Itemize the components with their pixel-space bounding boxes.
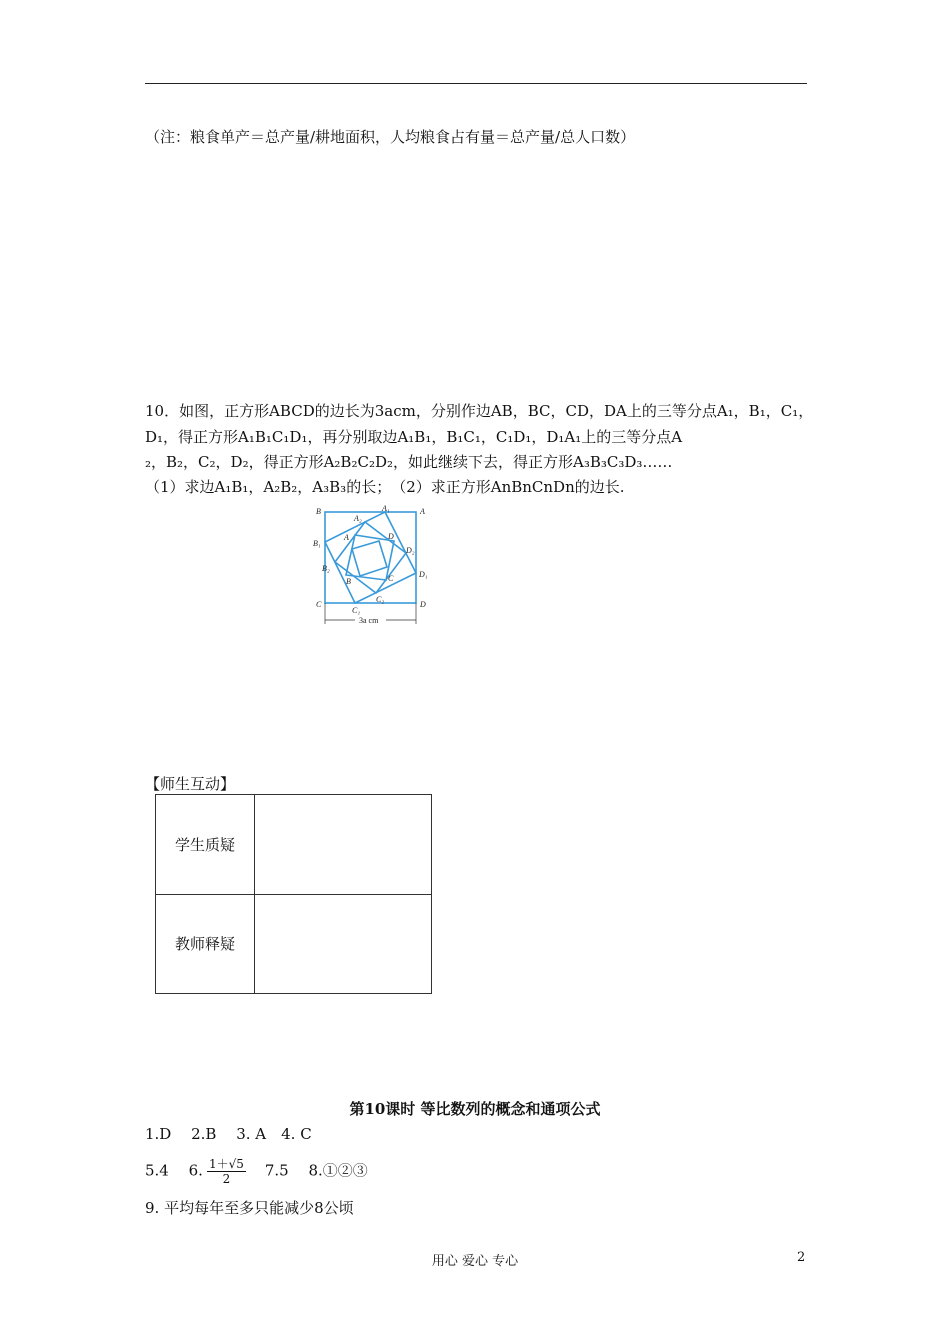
teacher-answer-cell[interactable] [255,894,432,994]
question-10-line-4: （1）求边A₁B₁，A₂B₂，A₃B₃的长； （2）求正方形AnBnCnDn的边长. [145,478,625,496]
answers-line-1: 1.D 2.B 3. A 4. C [145,1125,312,1143]
label-D3: D [388,532,394,541]
label-C: C [316,600,322,609]
label-C3: C [388,574,394,583]
label-B3: B [346,577,351,586]
fraction [207,1157,246,1186]
dimension-label: 3a cm [359,616,379,625]
answers-line-2-pre: 5.4 6. [145,1161,203,1180]
teacher-answer-label: 教师释疑 [156,894,255,994]
square-A4B4C4D4 [352,541,387,576]
table-row [156,894,432,994]
fraction-numerator: 1＋√5 [208,1157,244,1171]
question-10-line-1: 10．如图，正方形ABCD的边长为3acm，分别作边AB，BC，CD，DA上的三等分点A₁，B₁，C₁， [145,402,814,420]
answers-line-3: 9. 平均每年至多只能减少8公顷 [145,1199,354,1217]
table-row [156,795,432,895]
answers-line-2-post: 7.5 8.①②③ [249,1161,368,1180]
interaction-heading: 【师生互动】 [145,775,236,793]
nested-squares-figure [308,503,438,627]
student-question-label: 学生质疑 [156,795,255,895]
label-B1: B₁ [313,539,321,548]
header-rule [145,83,807,84]
label-A2: A₂ [354,514,362,523]
interaction-table [155,794,432,994]
label-A1: A₁ [382,504,390,513]
question-10-line-3: ₂，B₂，C₂，D₂，得正方形A₂B₂C₂D₂，如此继续下去，得正方形A₃B₃C₃D₃…… [145,453,673,471]
label-D2: D₂ [406,546,415,555]
label-C2: C₂ [376,595,385,604]
label-C1: C₁ [352,606,361,615]
answers-line-2 [145,1157,368,1186]
fraction-denominator: 2 [222,1172,231,1186]
note-text: （注：粮食单产＝总产量/耕地面积，人均粮食占有量＝总产量/总人口数） [145,128,636,146]
label-B2: B₂ [322,564,330,573]
label-A3: A [344,533,349,542]
student-question-cell[interactable] [255,795,432,895]
label-D: D [420,600,426,609]
label-B: B [316,507,321,516]
label-A: A [420,507,425,516]
page-footer: 用心 爱心 专心 [431,1254,519,1269]
answers-title: 第10课时 等比数列的概念和通项公式 [349,1100,601,1118]
question-10-line-2: D₁，得正方形A₁B₁C₁D₁，再分别取边A₁B₁，B₁C₁，C₁D₁，D₁A₁上的三等分点A [145,428,683,446]
label-D1: D₁ [419,570,428,579]
page-number: 2 [797,1250,806,1265]
